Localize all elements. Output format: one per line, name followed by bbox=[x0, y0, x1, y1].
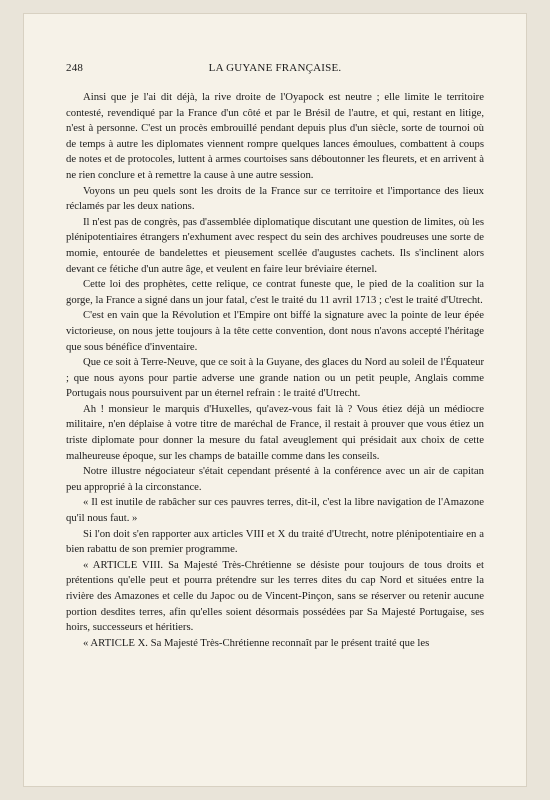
paragraph: « ARTICLE X. Sa Majesté Très-Chrétienne reconnaît par le présent traité que les bbox=[83, 636, 430, 649]
page-number: 248 bbox=[66, 62, 84, 74]
paragraph: Cette loi des prophètes, cette relique, ce contrat funeste que, le pied de la coalition sur la gorge, la France a signé dans un jour fatal, c'est le traité du 11 avril 1713 ; c'est le traité d'Utrecht. bbox=[66, 278, 484, 306]
paragraph: Ah ! monsieur le marquis d'Huxelles, qu'avez-vous fait là ? Vous étiez déjà un médiocre militaire, n'en déplaise à votre titre de maréchal de France, il restait à prouver que vous étiez un triste diplomate pour donner la mesure du fatal aveuglement qui présidait aux choix de cette malheureuse époque, sur les champs de bataille comme dans les conseils. bbox=[66, 402, 484, 462]
paragraph: Si l'on doit s'en rapporter aux articles VIII et X du traité d'Utrecht, notre plénipotentiaire en a bien rabattu de son premier programme. bbox=[66, 527, 484, 556]
paragraph: « ARTICLE VIII. Sa Majesté Très-Chrétienne se désiste pour toujours de tous droits et prétentions qu'elle peut et pourra prétendre sur les terres dites du cap Nord et situées entre la rivière des Amazones et celle du Japoc ou de Vincent-Pinçon, sans se réserver ou retenir aucune portion desdites terres, afin qu'elles soient désormais possédées par Sa Majesté Portugaise, ses hoirs, successeurs et héritiers. bbox=[66, 558, 484, 634]
paragraph: Voyons un peu quels sont les droits de la France sur ce territoire et l'importance des lieux réclamés par les deux nations. bbox=[66, 184, 484, 213]
running-head: LA GUYANE FRANÇAISE. bbox=[208, 62, 342, 74]
paragraph: « Il est inutile de rabâcher sur ces pauvres terres, dit-il, c'est la libre navigation de l'Amazone qu'il nous faut. » bbox=[66, 496, 484, 525]
paragraph: Que ce soit à Terre-Neuve, que ce soit à la Guyane, des glaces du Nord au soleil de l'Équateur ; que nous ayons pour partie adverse une grande nation ou un petit peuple, Anglais comme Portugais nous poursuivent par un éternel refrain : le traité d'Utrecht. bbox=[66, 356, 485, 400]
paragraph: Notre illustre négociateur s'était cependant présenté à la conférence avec un air de capitan peu approprié à la circonstance. bbox=[66, 465, 484, 493]
paragraph: C'est en vain que la Révolution et l'Empire ont biffé la signature avec la pointe de leur épée victorieuse, on nous jette toujours à la tête cette convention, dont nous n'avons accepté l'héritage que sous bénéfice d'inventaire. bbox=[66, 309, 484, 353]
paragraph: Ainsi que je l'ai dit déjà, la rive droite de l'Oyapock est neutre ; elle limite le territoire contesté, revendiqué par la France d'un côté et par le Brésil de l'autre, et qui, restant en litige, n'est à personne. C'est un procès embrouillé pendant depuis plus d'un siècle, sorte de tournoi où de temps à autre les diplomates viennent rompre quelques lances émoulues, combattent à coups de notes et de protocoles, luttent à armes courtoises sans déboutonner les fleurets, et en arrivent à ne rien conclure et à remettre la cause à une autre session. bbox=[66, 91, 484, 181]
paragraph: Il n'est pas de congrès, pas d'assemblée diplomatique discutant une question de limites, où les plénipotentiaires étrangers n'exhument avec respect du sein des archives poudreuses une sorte de momie, entourée de bandelettes et pieusement scellée d'augustes cachets. Ils s'inclinent alors devant ce fétiche d'un autre âge, et veulent en faire leur bréviaire éternel. bbox=[66, 215, 484, 275]
body-text bbox=[66, 90, 484, 651]
